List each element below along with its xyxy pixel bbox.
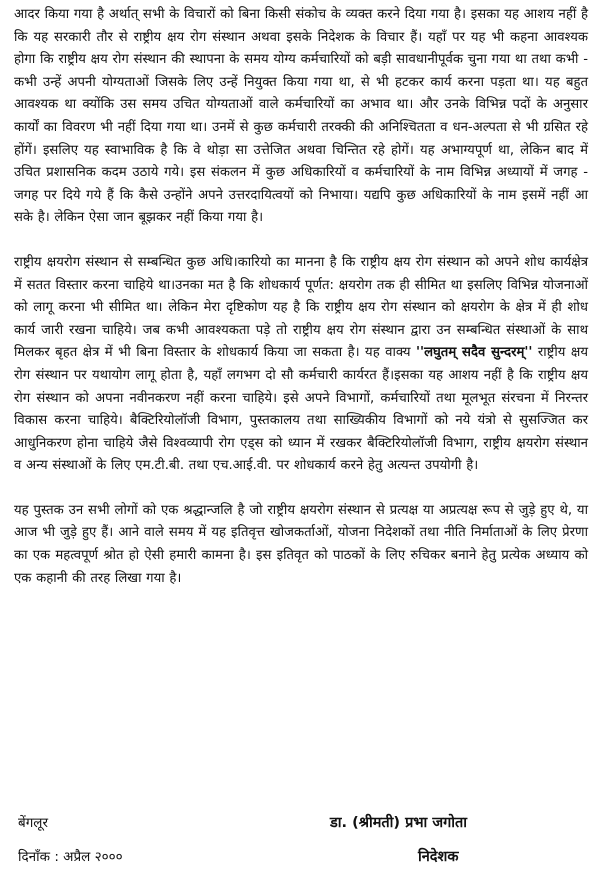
paragraph-2	[14, 252, 588, 478]
signer-designation: निदेशक	[418, 849, 459, 865]
date-label: दिनाँक : अप्रैल २०००	[18, 849, 123, 865]
paragraph-2-text-start: राष्ट्रीय क्षयरोग संस्थान से सम्बन्धित कुछ अधि।कारियो का मानना है कि राष्ट्रीय क्षय रोग संस्थान को अपने शोध कार्यक्षेत्र में सतत विस्तार करना चाहिये था।उनका मत है कि शोधकार्य पूर्णत: क्षयरोग तक ही सीमित था इसलिए विभिन्न योजनाओं को लागू करना भी सीमित था। लेकिन मेरा दृष्टिकोण यह है कि राष्ट्रीय क्षय रोग संस्थान को क्षयरोग के क्षेत्र में ही शोध कार्य जारी रखना चाहिये। जब कभी आवश्यकता पड़े तो राष्ट्रीय क्षय रोग संस्थान द्वारा उन सम्बन्धित संस्थाओं के साथ मिलकर बृहत क्षेत्र में भी बिना विस्तार के शोधकार्य किया जा सकता है। यह वाक्य	[14, 254, 588, 361]
bold-quote: ''लघुतम् सदैव सुन्दरम्''	[416, 345, 533, 361]
signer-name: डा. (श्रीमती) प्रभा जगोता	[330, 815, 468, 831]
paragraph-3: यह पुस्तक उन सभी लोगों को एक श्रद्धान्जलि है जो राष्ट्रीय क्षयरोग संस्थान से प्रत्यक्ष या अप्रत्यक्ष रूप से जुड़े हुए थे, या आज भी जुड़े हुए हैं। आने वाले समय में यह इतिवृत्त खोजकर्ताओं, योजना निदेशकों तथा नीति निर्माताओं के लिए प्रेरणा का एक महत्वपूर्ण श्रोत हो ऐसी हमारी कामना है। इस इतिवृत को पाठकों के लिए रुचिकर बनाने हेतु प्रत्येक अध्याय को एक कहानी की तरह लिखा गया है।	[14, 502, 588, 586]
paragraph-1: आदर किया गया है अर्थात् सभी के विचारों को बिना किसी संकोच के व्यक्त करने दिया गया है। इसका यह आशय नहीं है कि यह सरकारी तौर से राष्ट्रीय क्षय रोग संस्थान अथवा इसके निदेशक के विचार हैं। यहाँ पर यह भी कहना आवश्यक होगा कि राष्ट्रीय क्षय रोग संस्थान की स्थापना के समय योग्य कर्मचारियों को बड़ी सावधानीपूर्वक चुना गया था तथा कभी - कभी उन्हें अपनी योग्यताओं जिसके लिए उन्हें नियुक्त किया गया था, से भी हटकर कार्य करना पड़ता था। यह बहुत आवश्यक था क्योंकि उस समय उचित योग्यताओं वाले कर्मचारियों का अभाव था। और उनके विभिन्न पदों के अनुसार कार्यों का विवरण भी नहीं दिया गया था। उनमें से कुछ कर्मचारी तरक्की की अनिश्चितता व धन-अल्पता से भी ग्रसित रहे होंगें। इसलिए यह स्वाभाविक है कि वे थोड़ा सा उत्तेजित अथवा चिन्तित रहे होगें। यह अभाग्यपूर्ण था, लेकिन बाद में उचित प्रशासनिक कदम उठाये गये। इस संकलन में कुछ अधिकारियों व कर्मचारियों के नाम विभिन्न अध्यायों में जगह - जगह पर दिये गये हैं कि कैसे उन्होंने अपने उत्तरदायित्वयों को निभाया। यद्यपि कुछ अधिकारियों के नाम इसमें नहीं आ सके है। लेकिन ऐसा जान बूझकर नहीं किया गया है।	[14, 7, 588, 226]
paragraph-2-text-end: राष्ट्रीय क्षय रोग संस्थान पर यथायोग लागू होता है, यहाँ लगभग दो सौ कर्मचारी कार्यरत हैं।इसका यह आशय नहीं है कि राष्ट्रीय क्षय रोग संस्थान को अपना नवीनकरण नहीं करना चाहिये। इसे अपने विभागों, कर्मचारियों तथा मूलभूत संरचना में निरन्तर विकास करना चाहिये। बैक्टिरियोलॉजी विभाग, पुस्तकालय तथा साख्यिकीय विभागों को नये यंत्रो से सुसज्जित कर आधुनिकरण होना चाहिये जैसे विश्वव्यापी रोग एड्स को ध्यान में रखकर बैक्टिरियोलॉजी विभाग, राष्ट्रीय क्षयरोग संस्थान व अन्य संस्थाओं के लिए एम.टी.बी. तथा एच.आई.वी. पर शोधकार्य करने हेतु अत्यन्त उपयोगी है।	[14, 345, 588, 474]
place-label: बेंगलूर	[18, 815, 48, 831]
